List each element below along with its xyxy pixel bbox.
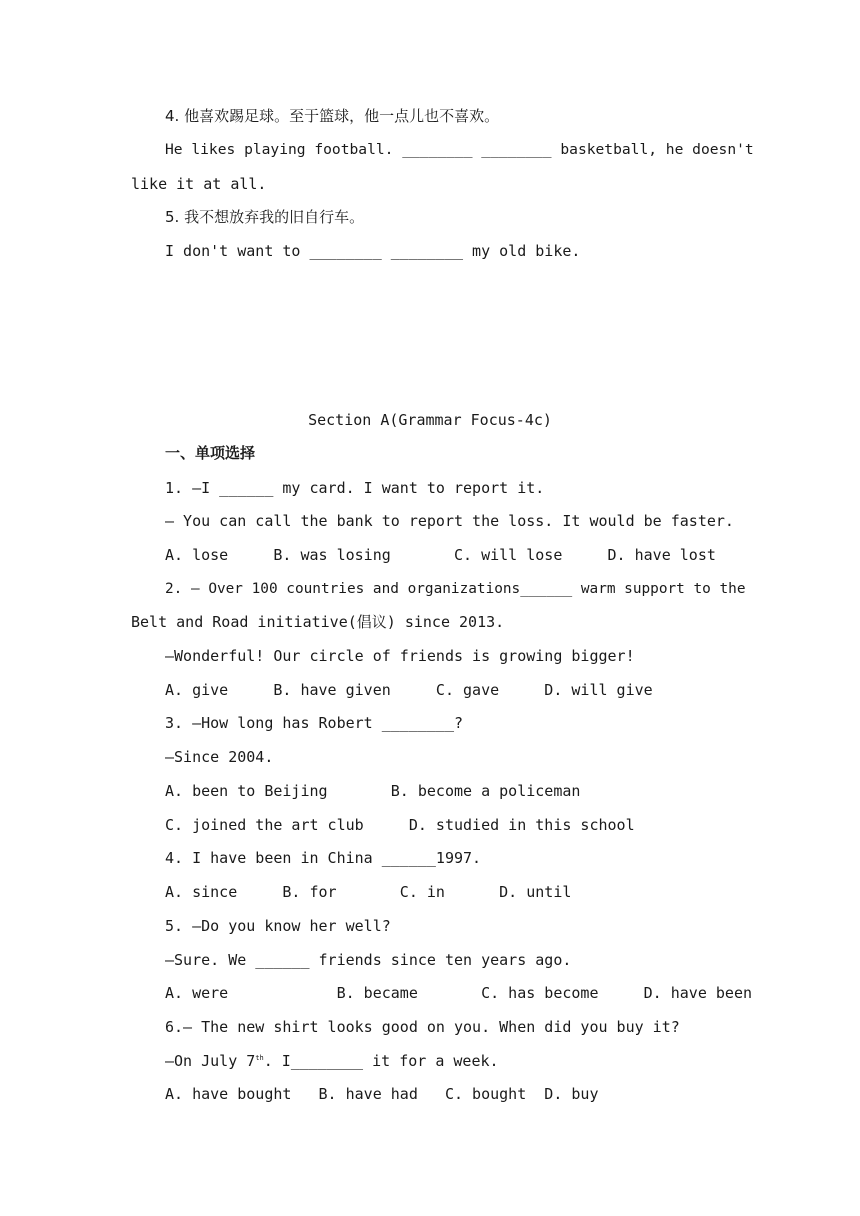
question-1-options: A. lose B. was losing C. will lose D. have lost <box>165 546 716 564</box>
question-6-options: A. have bought B. have had C. bought D. buy <box>165 1085 599 1103</box>
question-3-stem: 3. —How long has Robert ________? <box>165 714 464 732</box>
question-2-stem-line2: Belt and Road initiative(倡议) since 2013. <box>131 613 505 631</box>
question-1-stem: 1. —I ______ my card. I want to report it. <box>165 479 545 497</box>
exercise-4-chinese: 4. 他喜欢踢足球。至于篮球，他一点儿也不喜欢。 <box>165 107 500 125</box>
question-3-reply: —Since 2004. <box>165 748 274 766</box>
question-6-reply-start: —On July 7 <box>165 1052 256 1070</box>
question-6-reply-end: . I________ it for a week. <box>263 1052 499 1070</box>
question-4-options: A. since B. for C. in D. until <box>165 883 572 901</box>
question-2-options: A. give B. have given C. gave D. will give <box>165 681 653 699</box>
question-1-reply: — You can call the bank to report the loss. It would be faster. <box>165 512 734 530</box>
question-6-reply <box>165 1051 499 1071</box>
question-3-options-row2: C. joined the art club D. studied in this school <box>165 816 635 834</box>
question-3-options-row1: A. been to Beijing B. become a policeman <box>165 782 581 800</box>
exercise-4-english-line2: like it at all. <box>131 175 267 193</box>
exercise-4-english-line1: He likes playing football. ________ ________ basketball, he doesn't <box>165 141 754 158</box>
part-heading: 一、单项选择 <box>165 444 256 462</box>
question-5-reply: —Sure. We ______ friends since ten years ago. <box>165 951 572 969</box>
question-5-stem: 5. —Do you know her well? <box>165 917 391 935</box>
question-4-stem: 4. I have been in China ______1997. <box>165 849 482 867</box>
question-5-options: A. were B. became C. has become D. have been <box>165 984 752 1002</box>
question-6-stem: 6.— The new shirt looks good on you. When did you buy it? <box>165 1018 680 1036</box>
exercise-5-english: I don't want to ________ ________ my old bike. <box>165 242 581 260</box>
section-title: Section A(Grammar Focus-4c) <box>308 411 552 429</box>
question-2-stem-line1: 2. — Over 100 countries and organizations______ warm support to the <box>165 581 746 597</box>
question-2-reply: —Wonderful! Our circle of friends is growing bigger! <box>165 647 635 665</box>
question-6-reply-superscript: th <box>255 1054 264 1062</box>
exercise-5-chinese: 5. 我不想放弃我的旧自行车。 <box>165 208 365 226</box>
